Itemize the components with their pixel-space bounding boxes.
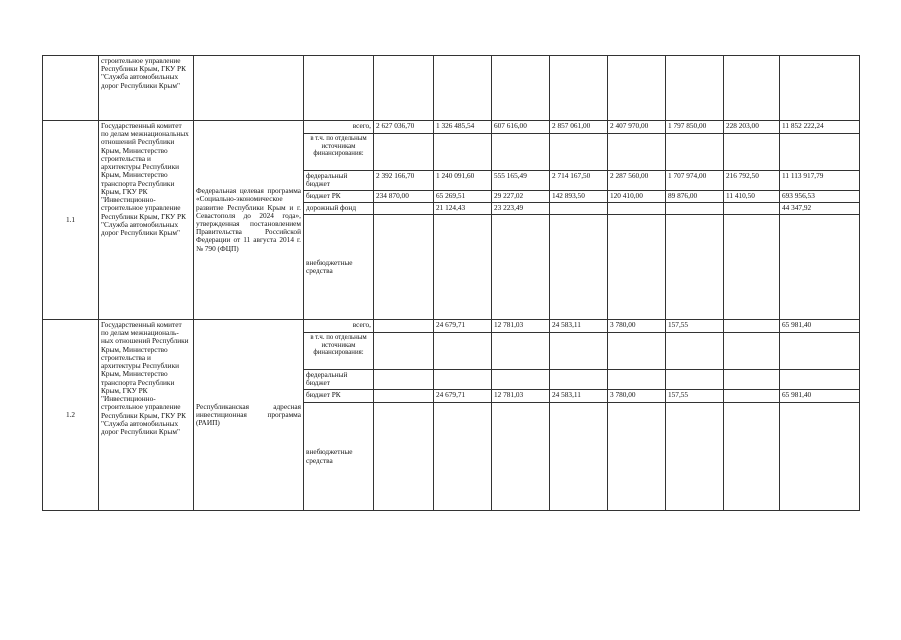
value-cell bbox=[666, 403, 724, 511]
value-cell bbox=[374, 333, 434, 370]
value-cell: 2 392 166,70 bbox=[374, 171, 434, 191]
value-cell bbox=[374, 370, 434, 390]
value-cell bbox=[374, 215, 434, 320]
source-label: внебюджетные средства bbox=[304, 403, 374, 511]
financing-table bbox=[42, 55, 860, 511]
value-cell: 44 347,92 bbox=[780, 203, 860, 215]
value-cell bbox=[666, 333, 724, 370]
value-cell: 89 876,00 bbox=[666, 191, 724, 203]
value-cell bbox=[492, 134, 550, 171]
value-cell bbox=[724, 333, 780, 370]
value-cell: 11 410,50 bbox=[724, 191, 780, 203]
value-cell: 2 714 167,50 bbox=[550, 171, 608, 191]
value-cell: 1 326 485,54 bbox=[434, 121, 492, 134]
value-cell: 65 269,51 bbox=[434, 191, 492, 203]
source-label: дорожный фонд bbox=[304, 203, 374, 215]
program-cell: Республиканская адресная инвестиционная программа (РАИП) bbox=[194, 320, 304, 511]
value-cell: 29 227,02 bbox=[492, 191, 550, 203]
program-cell bbox=[194, 56, 304, 121]
value-cell bbox=[492, 333, 550, 370]
value-cell: 65 981,40 bbox=[780, 320, 860, 333]
source-label: в т.ч. по отдельным источникам финансирования: bbox=[304, 134, 374, 171]
value-cell bbox=[780, 134, 860, 171]
value-cell: 607 616,00 bbox=[492, 121, 550, 134]
value-cell bbox=[550, 215, 608, 320]
value-cell: 65 981,40 bbox=[780, 390, 860, 403]
value-cell bbox=[374, 403, 434, 511]
table-row bbox=[43, 121, 860, 134]
value-cell: 2 407 970,00 bbox=[608, 121, 666, 134]
value-cell: 120 410,00 bbox=[608, 191, 666, 203]
value-cell bbox=[780, 215, 860, 320]
value-cell bbox=[434, 370, 492, 390]
value-cell bbox=[780, 403, 860, 511]
value-cell bbox=[374, 203, 434, 215]
value-cell bbox=[724, 134, 780, 171]
value-cell bbox=[374, 390, 434, 403]
value-cell bbox=[724, 215, 780, 320]
value-cell: 2 627 036,70 bbox=[374, 121, 434, 134]
value-cell: 2 287 560,00 bbox=[608, 171, 666, 191]
program-cell: Федеральная целевая программа «Социально-экономическое развитие Республики Крым и г. Севастополя до 2024 года», утвержденная постановлением Правительства Российской Федерации от 11 августа 2014 г. № 790 (ФЦП) bbox=[194, 121, 304, 320]
value-cell bbox=[724, 370, 780, 390]
value-cell: 23 223,49 bbox=[492, 203, 550, 215]
value-cell: 157,55 bbox=[666, 390, 724, 403]
value-cell bbox=[666, 370, 724, 390]
value-cell bbox=[434, 134, 492, 171]
value-cell: 142 893,50 bbox=[550, 191, 608, 203]
value-cell bbox=[666, 203, 724, 215]
responsible-cell: строительное управление Республики Крым, ГКУ РК "Служба автомобильных дорог Республики Крым" bbox=[99, 56, 194, 121]
value-cell: 1 707 974,00 bbox=[666, 171, 724, 191]
value-cell bbox=[608, 215, 666, 320]
responsible-cell: Государственный комитет по делам межнациональных отношений Республики Крым, Министерство строительства и архитектуры Республики Крым, Министерство транспорта Республики Крым, ГКУ РК "Инвестиционно-строительное управление Республики Крым, ГКУ РК "Служба автомобильных дорог Республики Крым" bbox=[99, 121, 194, 320]
value-cell bbox=[780, 370, 860, 390]
value-cell bbox=[492, 403, 550, 511]
source-label: бюджет РК bbox=[304, 390, 374, 403]
source-label: в т.ч. по отдельным источникам финансирования: bbox=[304, 333, 374, 370]
value-cell: 11 113 917,79 bbox=[780, 171, 860, 191]
value-cell: 1 797 850,00 bbox=[666, 121, 724, 134]
value-cell bbox=[780, 333, 860, 370]
table-row bbox=[43, 320, 860, 333]
row-number: 1.2 bbox=[43, 320, 99, 511]
value-cell: 157,55 bbox=[666, 320, 724, 333]
value-cell bbox=[666, 134, 724, 171]
source-label: федеральный бюджет bbox=[304, 171, 374, 191]
value-cell bbox=[492, 215, 550, 320]
responsible-cell: Государственный комитет по делам межнациональ- ных отношений Республики Крым, Министерство строительства и архитектуры Республики Крым, Министерство транспорта Республики Крым, ГКУ РК "Инвестиционно-строительное управление Республики Крым, ГКУ РК "Служба автомобильных дорог Республики Крым" bbox=[99, 320, 194, 511]
value-cell: 12 781,03 bbox=[492, 390, 550, 403]
value-cell: 12 781,03 bbox=[492, 320, 550, 333]
source-label: всего, bbox=[304, 121, 374, 134]
value-cell bbox=[550, 403, 608, 511]
value-cell bbox=[608, 370, 666, 390]
continuation-row bbox=[43, 56, 860, 121]
value-cell bbox=[492, 370, 550, 390]
value-cell: 24 679,71 bbox=[434, 390, 492, 403]
value-cell bbox=[374, 134, 434, 171]
value-cell bbox=[608, 203, 666, 215]
value-cell bbox=[724, 203, 780, 215]
value-cell: 228 203,00 bbox=[724, 121, 780, 134]
value-cell: 2 857 061,00 bbox=[550, 121, 608, 134]
value-cell: 3 780,00 bbox=[608, 320, 666, 333]
value-cell: 693 956,53 bbox=[780, 191, 860, 203]
value-cell bbox=[608, 403, 666, 511]
value-cell bbox=[434, 403, 492, 511]
source-label: бюджет РК bbox=[304, 191, 374, 203]
value-cell: 216 792,50 bbox=[724, 171, 780, 191]
value-cell bbox=[550, 203, 608, 215]
value-cell bbox=[724, 390, 780, 403]
value-cell: 234 870,00 bbox=[374, 191, 434, 203]
value-cell bbox=[434, 215, 492, 320]
value-cell bbox=[608, 333, 666, 370]
row-number: 1.1 bbox=[43, 121, 99, 320]
value-cell bbox=[724, 403, 780, 511]
value-cell: 21 124,43 bbox=[434, 203, 492, 215]
value-cell bbox=[724, 320, 780, 333]
source-label: внебюджетные средства bbox=[304, 215, 374, 320]
source-label: всего, bbox=[304, 320, 374, 333]
value-cell: 555 165,49 bbox=[492, 171, 550, 191]
value-cell: 24 679,71 bbox=[434, 320, 492, 333]
value-cell: 3 780,00 bbox=[608, 390, 666, 403]
value-cell bbox=[608, 134, 666, 171]
value-cell bbox=[434, 333, 492, 370]
value-cell bbox=[550, 134, 608, 171]
value-cell bbox=[666, 215, 724, 320]
value-cell: 11 852 222,24 bbox=[780, 121, 860, 134]
value-cell bbox=[550, 370, 608, 390]
source-label: федеральный бюджет bbox=[304, 370, 374, 390]
value-cell bbox=[374, 320, 434, 333]
value-cell: 1 240 091,60 bbox=[434, 171, 492, 191]
value-cell bbox=[550, 333, 608, 370]
value-cell: 24 583,11 bbox=[550, 320, 608, 333]
number-cell bbox=[43, 56, 99, 121]
value-cell: 24 583,11 bbox=[550, 390, 608, 403]
